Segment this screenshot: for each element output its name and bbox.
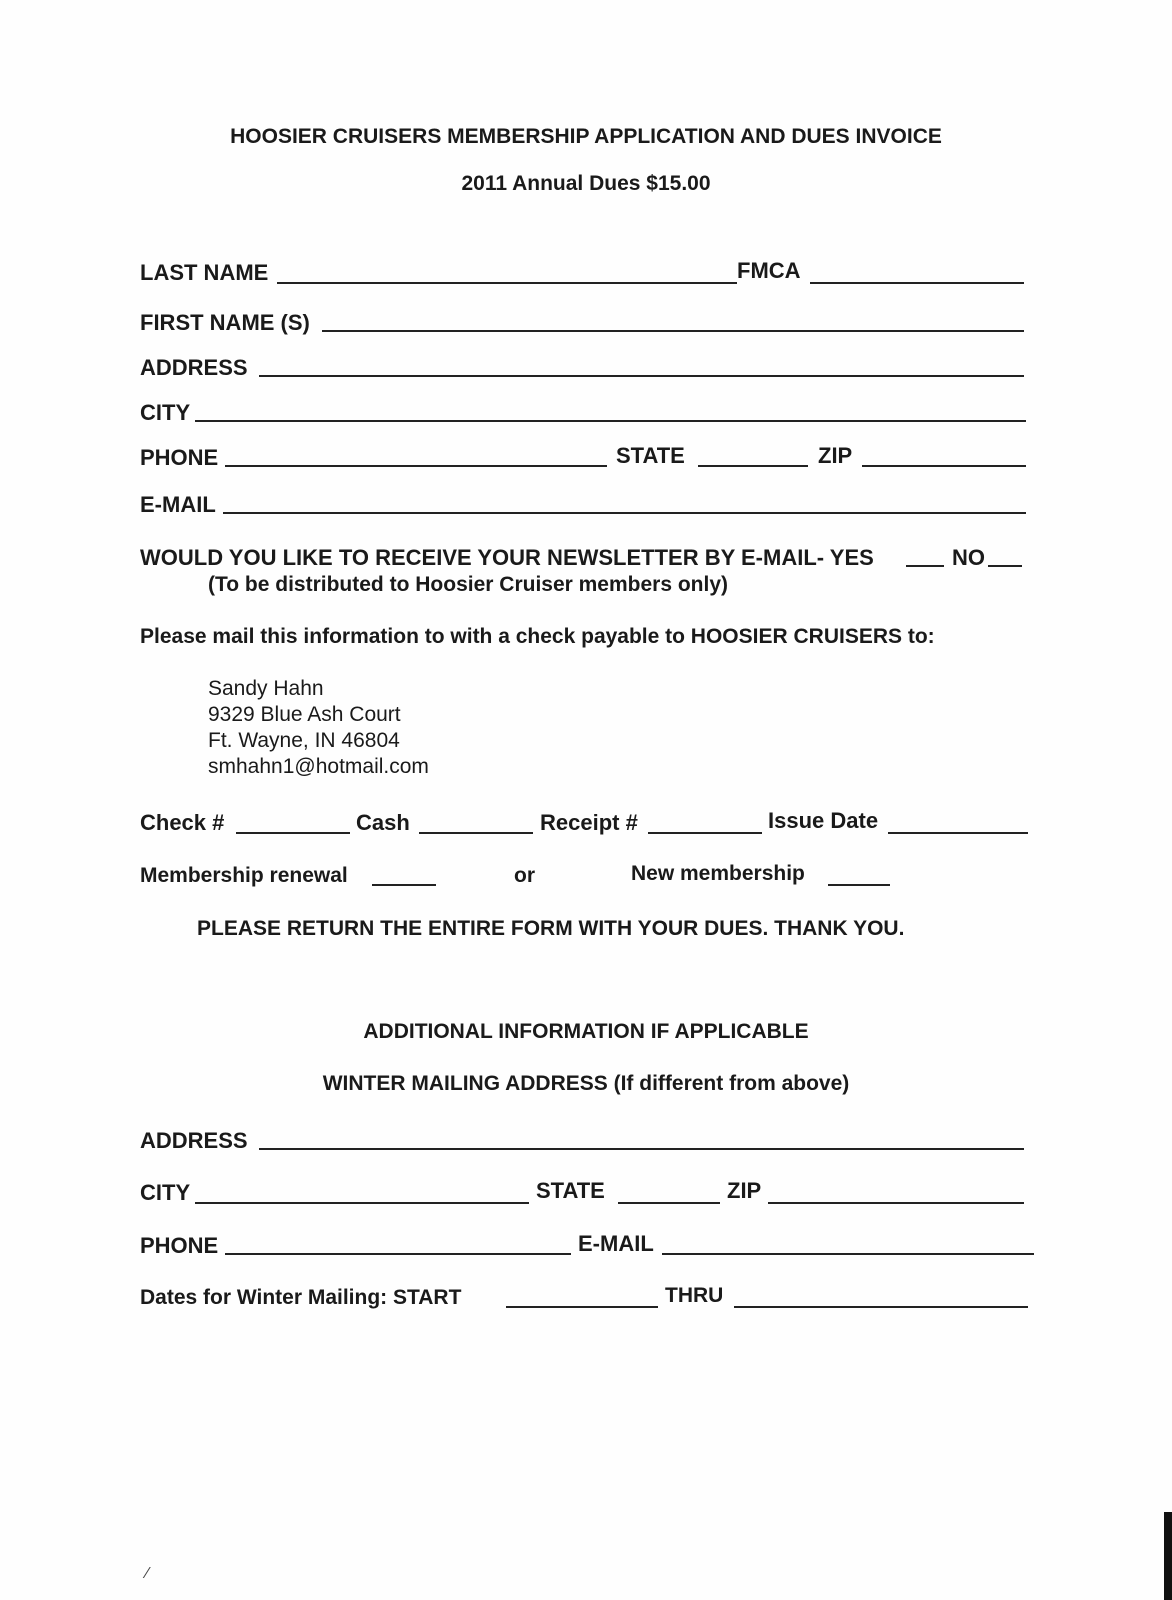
new-membership-field[interactable] (828, 884, 890, 886)
state-field[interactable] (698, 465, 808, 467)
zip-field[interactable] (862, 465, 1026, 467)
first-name-label: FIRST NAME (S) (140, 310, 310, 335)
winter-phone-label: PHONE (140, 1233, 219, 1258)
winter-dates-label: Dates for Winter Mailing: START (140, 1286, 462, 1309)
phone-label: PHONE (140, 445, 219, 470)
scan-edge-shadow (1164, 1512, 1172, 1600)
new-membership-label: New membership (631, 862, 805, 885)
fmca-field[interactable] (810, 282, 1024, 284)
annual-dues: 2011 Annual Dues $15.00 (461, 172, 711, 195)
check-label: Check # (140, 810, 225, 835)
winter-city-field[interactable] (195, 1202, 529, 1204)
newsletter-no-field[interactable] (988, 565, 1022, 567)
city-label: CITY (140, 400, 191, 425)
newsletter-no-label: NO (952, 545, 985, 570)
winter-state-field[interactable] (618, 1202, 720, 1204)
winter-address-label: ADDRESS (140, 1128, 248, 1153)
first-name-field[interactable] (322, 330, 1024, 332)
winter-email-label: E-MAIL (578, 1231, 654, 1256)
receipt-field[interactable] (648, 832, 762, 834)
cash-field[interactable] (419, 832, 533, 834)
email-field[interactable] (223, 512, 1026, 514)
winter-start-field[interactable] (506, 1306, 658, 1308)
winter-thru-field[interactable] (734, 1306, 1028, 1308)
fmca-label: FMCA (737, 258, 801, 283)
mailing-email: smhahn1@hotmail.com (208, 755, 429, 778)
last-name-field[interactable] (277, 282, 737, 284)
newsletter-yes-field[interactable] (906, 565, 944, 567)
winter-state-label: STATE (536, 1178, 605, 1203)
mail-instruction: Please mail this information to with a check payable to HOOSIER CRUISERS to: (140, 625, 935, 648)
renewal-field[interactable] (372, 884, 436, 886)
state-label: STATE (616, 443, 685, 468)
renewal-label: Membership renewal (140, 864, 348, 887)
winter-city-label: CITY (140, 1180, 191, 1205)
scan-mark: ⁄ (146, 1565, 149, 1582)
winter-thru-label: THRU (665, 1284, 724, 1307)
newsletter-note: (To be distributed to Hoosier Cruiser members only) (208, 573, 729, 596)
mailing-city: Ft. Wayne, IN 46804 (208, 729, 400, 752)
receipt-label: Receipt # (540, 810, 638, 835)
winter-zip-label: ZIP (727, 1178, 762, 1203)
issue-date-field[interactable] (888, 832, 1028, 834)
return-notice: PLEASE RETURN THE ENTIRE FORM WITH YOUR DUES. THANK YOU. (197, 917, 905, 940)
cash-label: Cash (356, 810, 410, 835)
check-field[interactable] (236, 832, 350, 834)
or-label: or (514, 864, 535, 887)
phone-field[interactable] (225, 465, 607, 467)
address-field[interactable] (259, 375, 1024, 377)
winter-zip-field[interactable] (768, 1202, 1024, 1204)
winter-phone-field[interactable] (225, 1253, 571, 1255)
newsletter-question: WOULD YOU LIKE TO RECEIVE YOUR NEWSLETTER BY E-MAIL- YES (140, 545, 874, 570)
zip-label: ZIP (818, 443, 853, 468)
mailing-name: Sandy Hahn (208, 677, 324, 700)
mailing-street: 9329 Blue Ash Court (208, 703, 401, 726)
email-label: E-MAIL (140, 492, 216, 517)
city-field[interactable] (195, 420, 1026, 422)
issue-date-label: Issue Date (768, 808, 879, 833)
last-name-label: LAST NAME (140, 260, 269, 285)
winter-heading: WINTER MAILING ADDRESS (If different from above) (322, 1072, 850, 1095)
form-title: HOOSIER CRUISERS MEMBERSHIP APPLICATION AND DUES INVOICE (230, 125, 942, 148)
address-label: ADDRESS (140, 355, 248, 380)
winter-address-field[interactable] (259, 1148, 1024, 1150)
additional-heading: ADDITIONAL INFORMATION IF APPLICABLE (363, 1020, 809, 1043)
winter-email-field[interactable] (662, 1253, 1034, 1255)
